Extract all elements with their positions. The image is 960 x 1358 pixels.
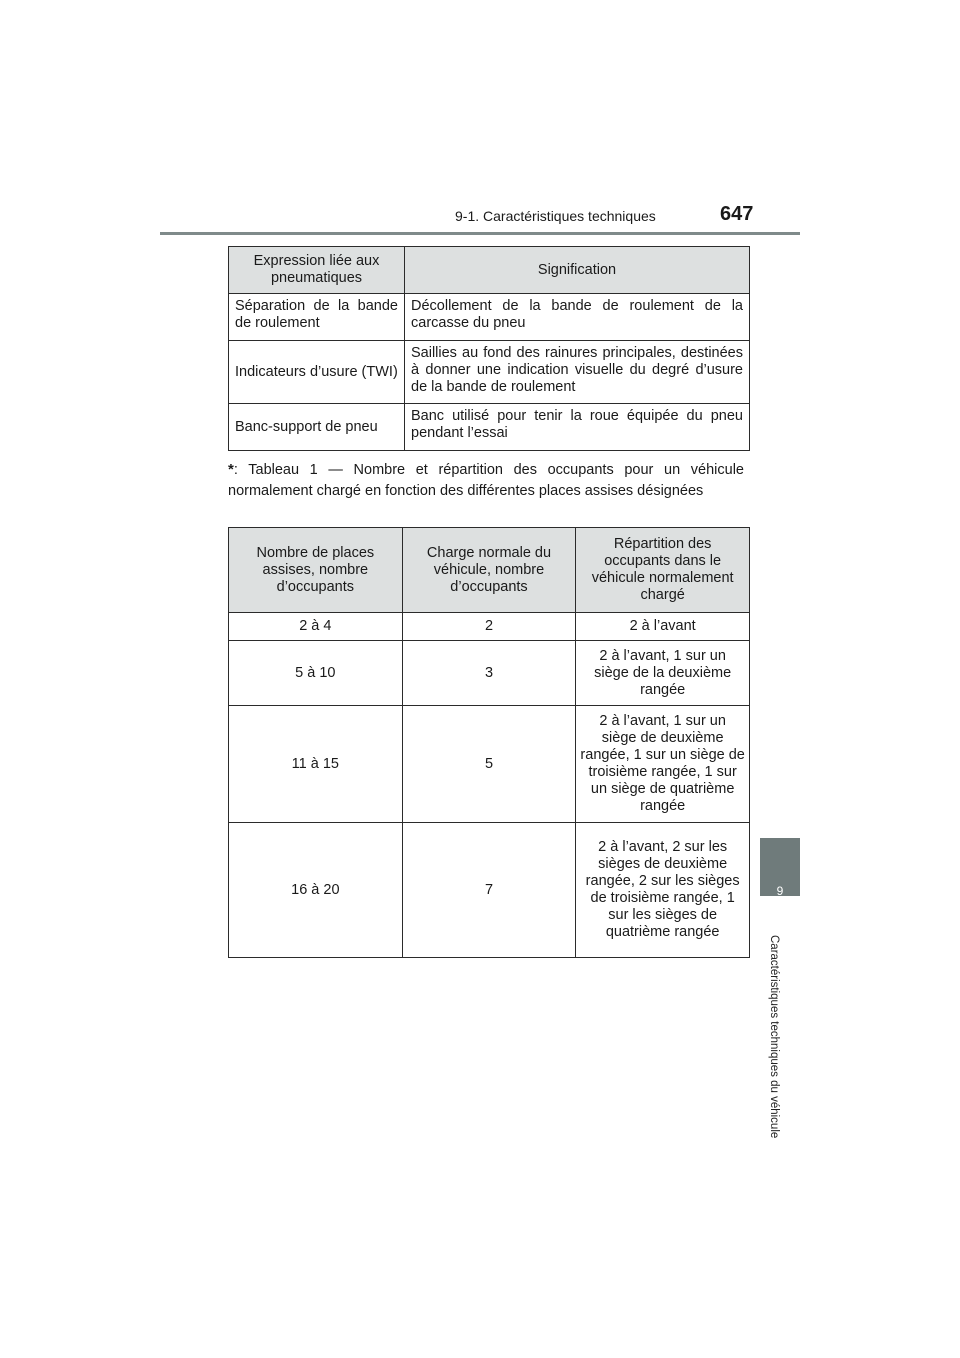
occupants-table [228,527,750,958]
chapter-number: 9 [776,884,784,898]
column-header: Répartition des occupants dans le véhicule normalement chargé [576,528,750,613]
seats-cell: 5 à 10 [229,641,403,706]
chapter-title: Caractéristiques techniques du véhicule [768,935,780,1139]
table-row [229,823,750,958]
distribution-cell: 2 à l’avant [576,613,750,641]
column-header: Nombre de places assises, nombre d’occupants [229,528,403,613]
table-row [229,404,750,451]
header-divider [160,232,800,235]
meaning-cell: Décollement de la bande de roulement de la carcasse du pneu [405,294,750,341]
table-row [229,706,750,823]
page-number: 647 [720,203,754,225]
seats-cell: 11 à 15 [229,706,403,823]
distribution-cell: 2 à l’avant, 1 sur un siège de la deuxième rangée [576,641,750,706]
seats-cell: 16 à 20 [229,823,403,958]
load-cell: 5 [402,706,576,823]
table-row [229,641,750,706]
term-cell: Indicateurs d’usure (TWI) [229,341,405,404]
table-header-row [229,528,750,613]
term-cell: Séparation de la bande de roulement [229,294,405,341]
seats-cell: 2 à 4 [229,613,403,641]
term-cell: Banc-support de pneu [229,404,405,451]
table-row [229,294,750,341]
footnote [228,459,744,502]
table-row [229,341,750,404]
meaning-cell: Banc utilisé pour tenir la roue équipée du pneu pendant l’essai [405,404,750,451]
load-cell: 3 [402,641,576,706]
column-header: Signification [405,247,750,294]
tire-terms-table [228,246,750,451]
distribution-cell: 2 à l’avant, 1 sur un siège de deuxième rangée, 1 sur un siège de troisième rangée, 1 sur un siège de quatrième rangée [576,706,750,823]
load-cell: 7 [402,823,576,958]
footnote-mark: * [228,461,234,478]
footnote-text: : Tableau 1 — Nombre et répartition des occupants pour un véhicule normalement chargé en fonction des différentes places assises désignées [228,462,744,499]
table-row [229,613,750,641]
load-cell: 2 [402,613,576,641]
column-header: Charge normale du véhicule, nombre d’occupants [402,528,576,613]
table-header-row [229,247,750,294]
meaning-cell: Saillies au fond des rainures principales, destinées à donner une indication visuelle du degré d’usure de la bande de roulement [405,341,750,404]
distribution-cell: 2 à l’avant, 2 sur les sièges de deuxième rangée, 2 sur les sièges de troisième rangée, 1 sur les sièges de quatrième rangée [576,823,750,958]
section-title: 9-1. Caractéristiques techniques [455,208,656,224]
column-header: Expression liée aux pneumatiques [229,247,405,294]
